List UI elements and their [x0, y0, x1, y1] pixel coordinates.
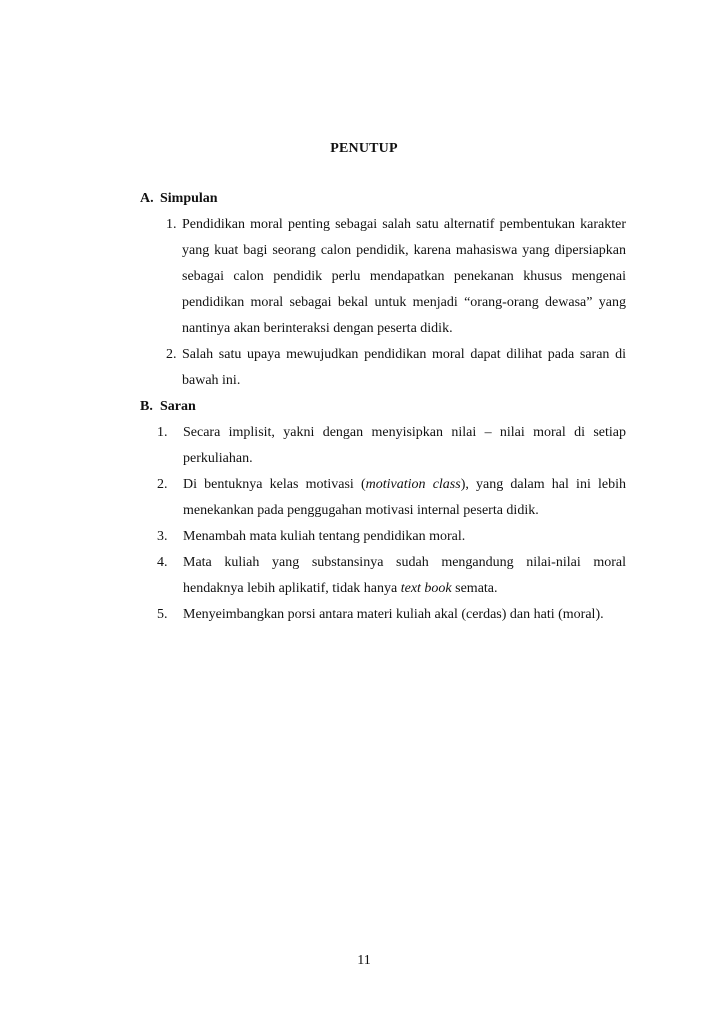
list-item-text: [183, 550, 626, 602]
list-item: [157, 524, 626, 550]
list-item-number: 1.: [157, 425, 168, 440]
list-item-text: Secara implisit, yakni dengan menyisipkan nilai – nilai moral di setiap perkuliahan.: [183, 425, 626, 466]
list-item: [157, 550, 626, 602]
list-item: [157, 420, 626, 472]
section-b-title: Saran: [160, 399, 196, 414]
document-body: [140, 186, 626, 628]
list-item-number: 2.: [166, 347, 177, 362]
text-segment: Mata kuliah yang substansinya sudah mengandung nilai-nilai moral hendaknya lebih aplikatif, tidak hanya: [183, 555, 626, 596]
list-item-text: Pendidikan moral penting sebagai salah satu alternatif pembentukan karakter yang kuat bagi seorang calon pendidik, karena mahasiswa yang dipersiapkan sebagai calon pendidik perlu mendapatkan penekanan khusus mengenai pendidikan moral sebagai bekal untuk menjadi “orang-orang dewasa” yang nantinya akan berinteraksi dengan peserta didik.: [182, 217, 626, 336]
text-segment: semata.: [451, 581, 498, 596]
list-item-number: 2.: [157, 477, 168, 492]
list-item-text: Salah satu upaya mewujudkan pendidikan moral dapat dilihat pada saran di bawah ini.: [182, 347, 626, 388]
section-a-letter: A.: [140, 191, 154, 206]
italic-term: motivation class: [365, 477, 461, 492]
list-item: [157, 602, 626, 628]
italic-term: text book: [400, 581, 452, 596]
list-item-text: Menyeimbangkan porsi antara materi kuliah akal (cerdas) dan hati (moral).: [183, 607, 604, 622]
list-item-text: [183, 472, 626, 524]
section-a-title: Simpulan: [160, 191, 218, 206]
section-a-heading: [140, 186, 626, 212]
saran-list: [140, 420, 626, 628]
section-b-letter: B.: [140, 399, 153, 414]
list-item-number: 4.: [157, 555, 168, 570]
page-title: PENUTUP: [330, 141, 398, 156]
section-b-heading: [140, 394, 626, 420]
list-item: [166, 212, 626, 342]
list-item-number: 1.: [166, 217, 177, 232]
list-item-text: Menambah mata kuliah tentang pendidikan moral.: [183, 529, 466, 544]
text-segment: ), yang dalam hal ini lebih menekankan pada penggugahan motivasi internal peserta didik.: [183, 477, 626, 518]
list-item: [166, 342, 626, 394]
simpulan-list: [140, 212, 626, 394]
list-item-number: 5.: [157, 607, 168, 622]
list-item: [157, 472, 626, 524]
page-number: 11: [357, 953, 371, 968]
list-item-number: 3.: [157, 529, 168, 544]
text-segment: Di bentuknya kelas motivasi (: [183, 477, 366, 492]
